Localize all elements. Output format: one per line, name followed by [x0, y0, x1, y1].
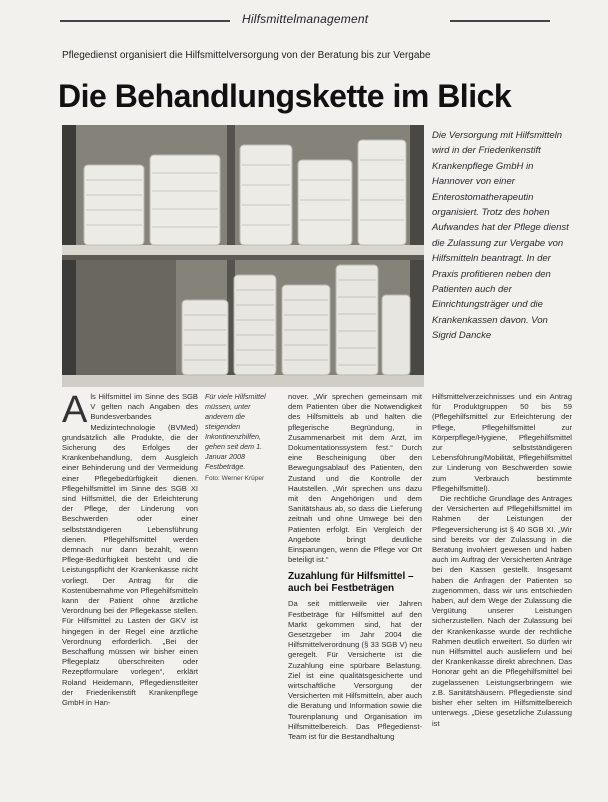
column-3-text-1: Hilfsmittelverzeichnisses und ein Antrag für Produktgruppen 50 bis 59 (Pflegehilfsmittel zur Erleichterung der Pflege, Pflegehilfsmittel zur Körperpflege/Hygiene, Pflegehilfsmittel zur selbstständigeren Lebensführung/Mobilität, Pflegehilfsmittel zur Linderung von Beschwerden sowie zum Verbrauch bestimmte Pflegehilfsmittel).	[432, 392, 572, 493]
headline: Die Behandlungskette im Blick	[58, 78, 512, 114]
photo-shelves-with-linens	[62, 125, 424, 387]
running-header	[60, 12, 550, 28]
column-1-text: ls Hilfsmittel im Sinne des SGB V gelten nach Angaben des Bundesverbandes Medizintechnologie (BVMed) grundsätzlich alle Produkte, die der Sicherung des Erfolges der Krankenbehandlung, dem Ausgleich einer Behinderung und der Vermeidung einer Pflegebedürftigkeit dienen. Pflegehilfsmittel im Sinne des SGB XI sind Hilfsmittel, die der Erleichterung der Pflege, der Linderung von Beschwerden oder einer selbstständigeren Lebensführung dienen. Pflegehilfsmittel werden demnach nur dann bezahlt, wenn Pflege-Bedürftigkeit besteht und die Leistungspflicht der Krankenkasse nicht vorliegt. Der Antrag für die Kostenübernahme von Pflegehilfsmitteln kann der Patient ohne ärztliche Verordnung bei der Pflegekasse stellen. Für Hilfsmittel zu Lasten der GKV ist hingegen in der Regel eine ärztliche Verordnung erforderlich. „Bei der Beschaffung müssen wir bisher einen Pflegeplatz überschreiten oder Rezeptformulare vorlegen“, erklärt Roland Heidemann, Pflegedienstleiter der Friederikenstift Krankenpflege GmbH in Han-	[62, 392, 198, 708]
photo-credit: Foto: Werner Krüper	[205, 475, 265, 482]
dropcap: A	[62, 392, 88, 431]
subheading: Zuzahlung für Hilfsmittel – auch bei Festbeträgen	[288, 571, 414, 595]
article-photo	[62, 125, 424, 387]
caption-text: Für viele Hilfsmittel müssen, unter anderem die steigenden Inkontinenzhilfen, gehen seit dem 1. Januar 2008 Festbeträge.	[205, 392, 266, 471]
header-rule-left	[60, 20, 230, 22]
column-2-text-1: nover. „Wir sprechen gemeinsam mit dem Patienten über die Notwendigkeit des Hilfsmittels ab und halten die pflegerische Begründung, in Zusammenarbeit mit dem Arzt, im Dokumentationssystem fest.“ Durch eine Bescheinigung über den Bewegungsablauf des Patienten, den Zustand und die Kontrolle der Hautstellen. „Wir sprechen uns dazu mit den Angehörigen und dem Sanitätshaus ab, so dass die Lieferung zeitnah und ohne Umwege bei den Patienten erfolgt. Ein Vergleich der Angebote bringt deutliche Einsparungen, wenn die Pflege vor Ort beteiligt ist.“	[288, 392, 422, 565]
photo-caption	[205, 392, 279, 484]
article-intro: Die Versorgung mit Hilfsmitteln wird in der Friederikenstift Krankenpflege GmbH in Hannover von einer Enterostomatherapeutin organisiert. Trotz des hohen Aufwandes hat der Pflege dienst die Zulassung zur Vergabe von Hilfsmitteln beantragt. In der Praxis profitieren neben den Patienten auch der Einrichtungsträger und die Krankenkassen davon. Von Sigrid Dancke	[432, 130, 569, 342]
column-1	[62, 392, 198, 802]
section-label: Hilfsmittelmanagement	[242, 12, 369, 26]
column-2-text-2: Da seit mittlerweile vier Jahren Festbeträge für Hilfsmittel auf den Markt gekommen sind, hat der Gesetzgeber im Jahr 2004 die Hilfsmittelverordnung (§ 33 SGB V) neu geregelt. Für Versicherte ist die Zuzahlung eine spürbare Belastung. Ziel ist eine qualitätsgesicherte und wirtschaftliche Versorgung der Versicherten mit Hilfsmitteln, aber auch die Beratung und Information sowie die Tourenplanung und Organisation im Hilfsmittelbereich. Das Pflegedienst-Team ist für die Bestandhaltung	[288, 599, 422, 742]
column-3-text-2: Die rechtliche Grundlage des Antrages der Versicherten auf Pflegehilfsmittel im Rahmen der Leistungen der Pflegeversicherung ist § 40 SGB XI. „Wir sind bereits vor der Zulassung in die Beratung involviert gewesen und haben auch im Auftrag der Versicherten Anträge bei den Kassen gestellt. Insgesamt haben die Anfragen der Patienten so zugenommen, dass wir uns entschieden haben, auf dem Wege der Zulassung die Vergütung unserer Leistungen sicherzustellen. Nach der Zulassung bei der Krankenkasse wurde der rechtliche Rahmen deutlich erweitert. So dürfen wir nun Hilfsmittel auch ausliefern und bei der Krankenkasse direkt abrechnen. Das Honorar geht an die Pflegehilfsmittel bei zugelassenen Leistungserbringern wie z.B. Sanitätshäusern. Pflegedienste sind bisher eher selten im Hilfsmittelbereich unterwegs. „Diese gesetzliche Zulassung ist	[432, 494, 572, 728]
column-2	[288, 392, 422, 802]
column-3	[432, 392, 572, 802]
header-rule-right	[450, 20, 550, 22]
kicker: Pflegedienst organisiert die Hilfsmittelversorgung von der Beratung bis zur Vergabe	[62, 50, 431, 61]
